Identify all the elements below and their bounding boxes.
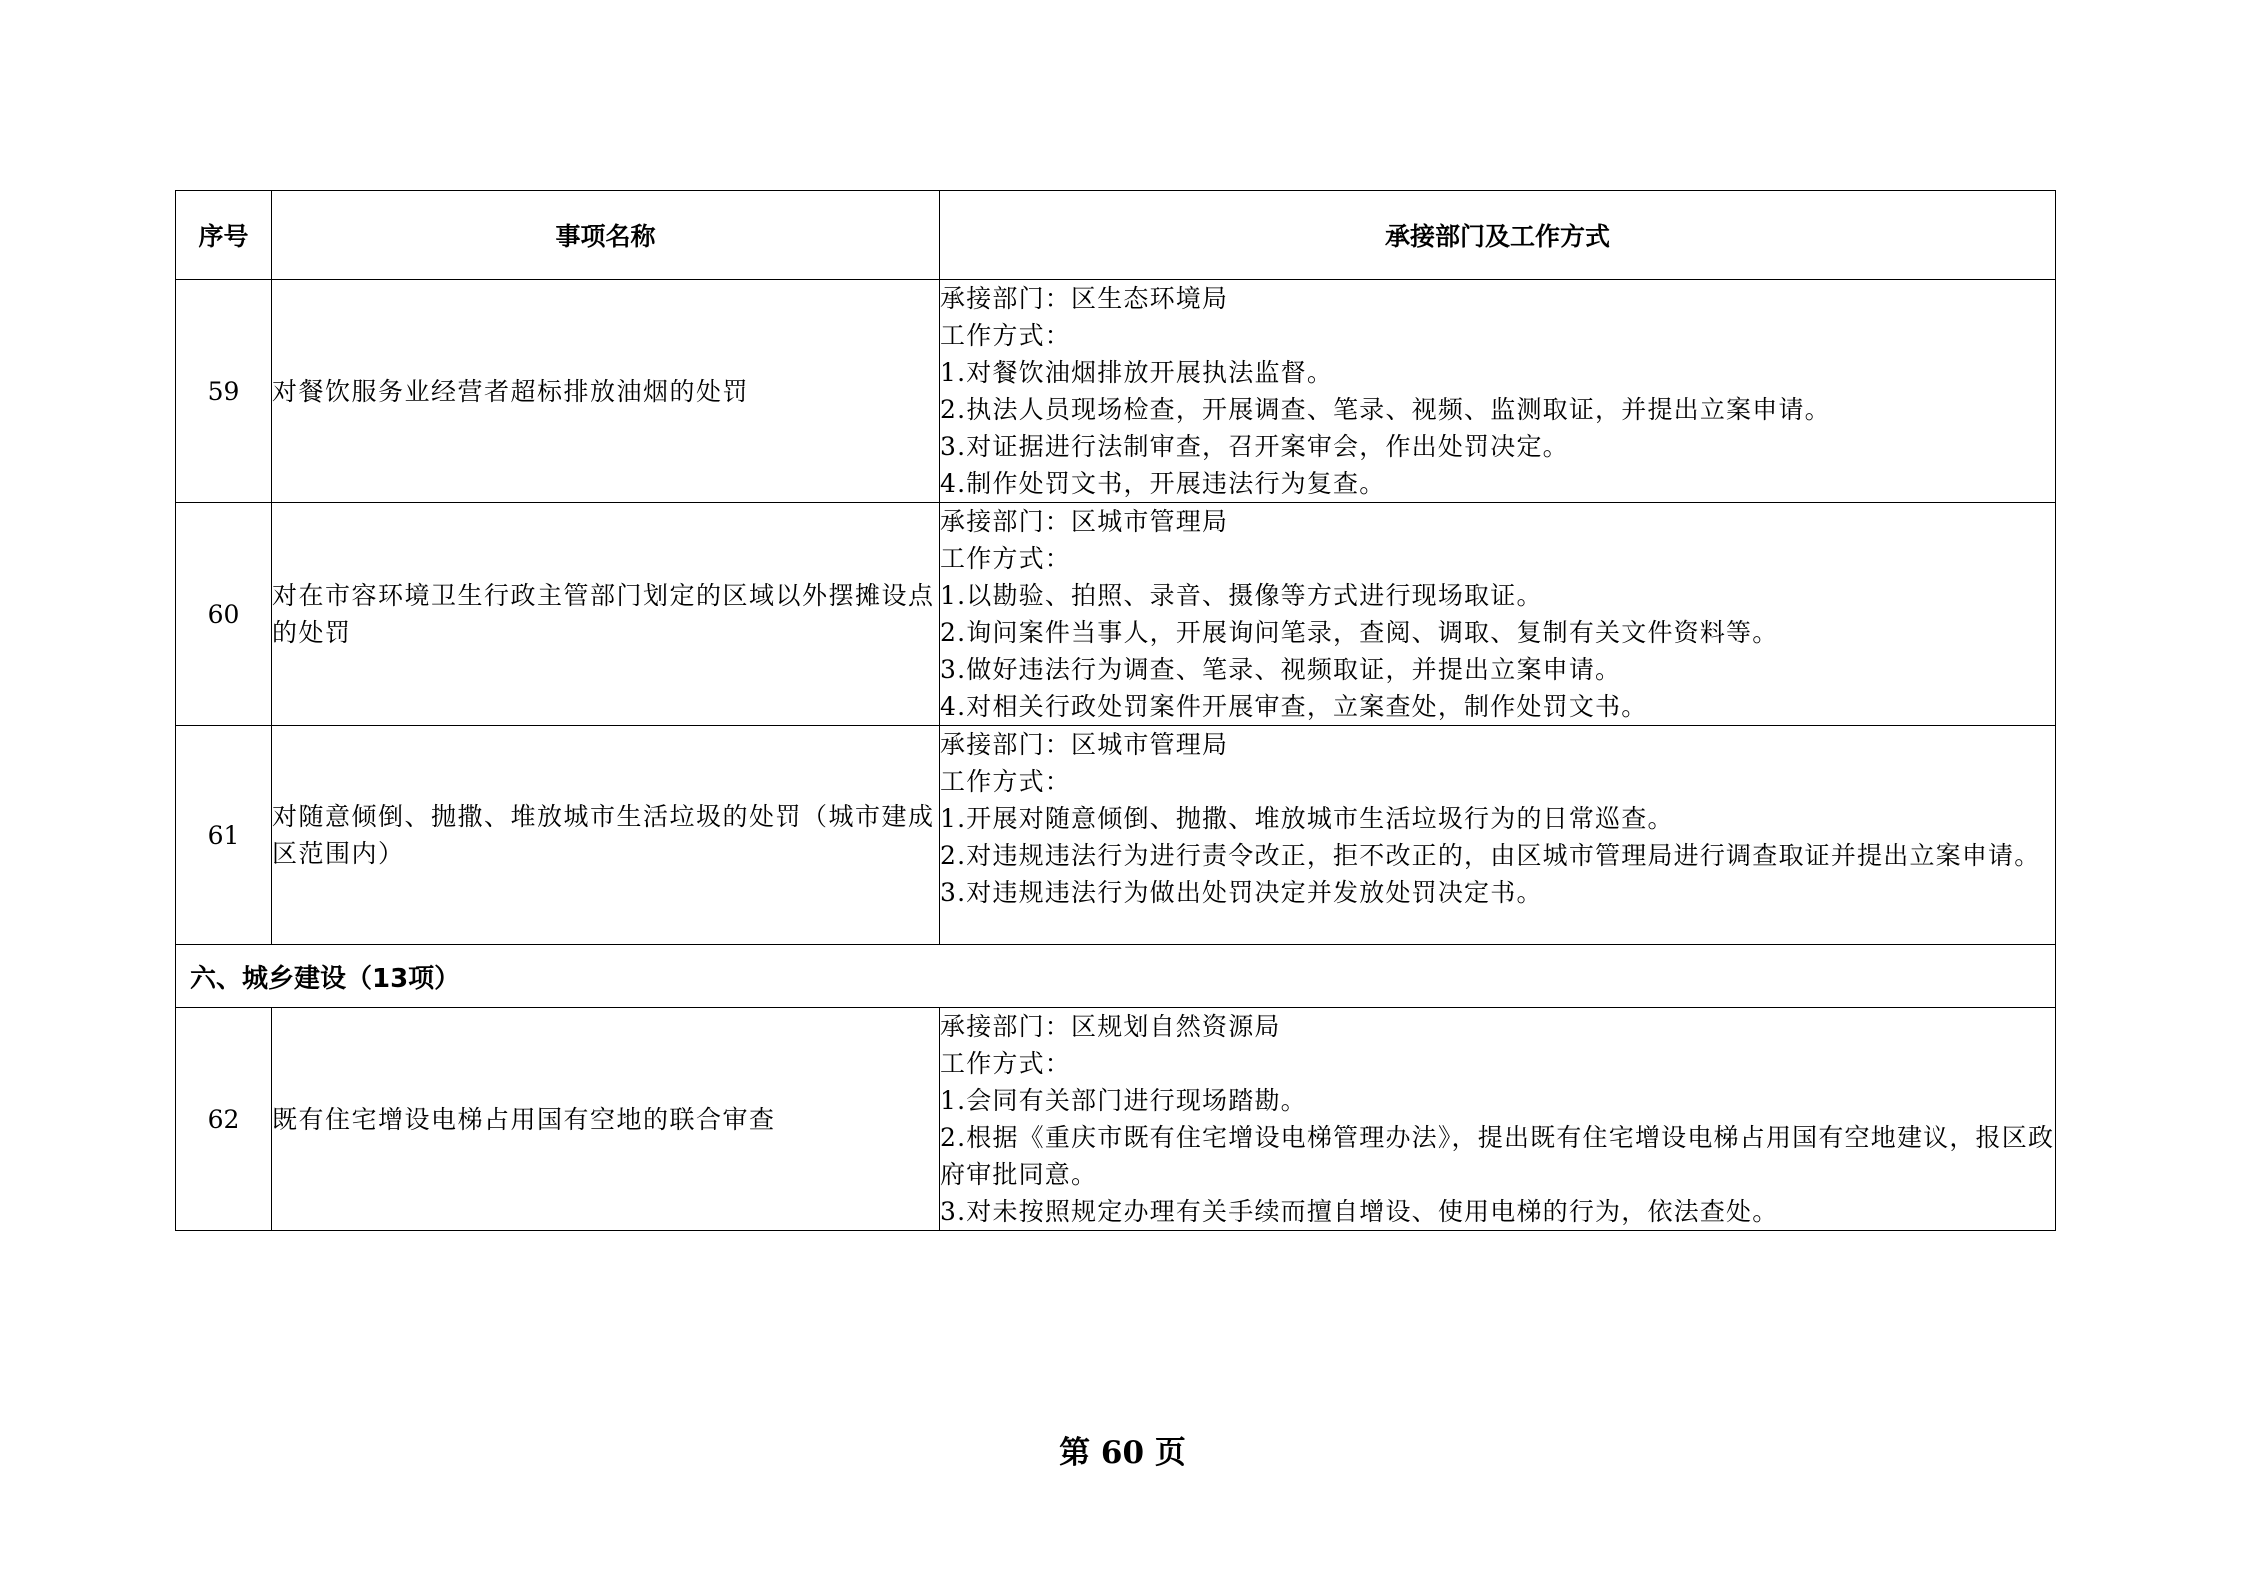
dept-line: 工作方式： (940, 321, 1072, 350)
dept-line: 工作方式： (940, 544, 1072, 573)
page-number: 第 60 页 (1059, 1435, 1186, 1471)
table-row (176, 726, 2056, 945)
dept-line: 4.制作处罚文书，开展违法行为复查。 (940, 469, 1386, 498)
dept-line: 3.对证据进行法制审查，召开案审会，作出处罚决定。 (940, 432, 1569, 461)
row-serial-number: 61 (176, 726, 272, 945)
dept-line: 3.做好违法行为调查、笔录、视频取证，并提出立案申请。 (940, 655, 1622, 684)
header-serial-number: 序号 (176, 191, 272, 280)
row-serial-number: 60 (176, 503, 272, 726)
dept-line: 承接部门：区城市管理局 (940, 730, 1229, 759)
row-matter-name: 对随意倾倒、抛撒、堆放城市生活垃圾的处罚（城市建成区范围内） (272, 726, 940, 945)
row-serial-number: 62 (176, 1008, 272, 1231)
header-department-and-method: 承接部门及工作方式 (940, 191, 2056, 280)
table-row (176, 280, 2056, 503)
row-matter-name: 既有住宅增设电梯占用国有空地的联合审查 (272, 1008, 940, 1231)
dept-line: 2.对违规违法行为进行责令改正，拒不改正的，由区城市管理局进行调查取证并提出立案申请。 (940, 841, 2041, 870)
dept-line: 承接部门：区规划自然资源局 (940, 1012, 1281, 1041)
table-row (176, 503, 2056, 726)
row-serial-number: 59 (176, 280, 272, 503)
matters-table (175, 190, 2056, 1231)
header-matter-name: 事项名称 (272, 191, 940, 280)
dept-line: 工作方式： (940, 767, 1072, 796)
row-department-method (940, 280, 2056, 503)
row-matter-name: 对在市容环境卫生行政主管部门划定的区域以外摆摊设点的处罚 (272, 503, 940, 726)
dept-line: 2.根据《重庆市既有住宅增设电梯管理办法》，提出既有住宅增设电梯占用国有空地建议，报区政府审批同意。 (940, 1123, 2055, 1189)
dept-line: 承接部门：区生态环境局 (940, 284, 1229, 313)
dept-line: 3.对未按照规定办理有关手续而擅自增设、使用电梯的行为，依法查处。 (940, 1197, 1779, 1226)
dept-line: 1.对餐饮油烟排放开展执法监督。 (940, 358, 1334, 387)
dept-line: 工作方式： (940, 1049, 1072, 1078)
dept-line: 4.对相关行政处罚案件开展审查，立案查处，制作处罚文书。 (940, 692, 1648, 721)
row-matter-name: 对餐饮服务业经营者超标排放油烟的处罚 (272, 280, 940, 503)
dept-line: 1.会同有关部门进行现场踏勘。 (940, 1086, 1307, 1115)
dept-line: 2.执法人员现场检查，开展调查、笔录、视频、监测取证，并提出立案申请。 (940, 395, 1831, 424)
dept-line: 1.开展对随意倾倒、抛撒、堆放城市生活垃圾行为的日常巡查。 (940, 804, 1674, 833)
table-header-row (176, 191, 2056, 280)
dept-line: 3.对违规违法行为做出处罚决定并发放处罚决定书。 (940, 878, 1543, 907)
row-department-method (940, 1008, 2056, 1231)
dept-line: 承接部门：区城市管理局 (940, 507, 1229, 536)
dept-line: 2.询问案件当事人，开展询问笔录，查阅、调取、复制有关文件资料等。 (940, 618, 1779, 647)
section-heading-row (176, 945, 2056, 1008)
row-department-method (940, 726, 2056, 945)
dept-line: 1.以勘验、拍照、录音、摄像等方式进行现场取证。 (940, 581, 1543, 610)
row-department-method (940, 503, 2056, 726)
section-heading: 六、城乡建设（13项） (176, 945, 2056, 1008)
table-row (176, 1008, 2056, 1231)
